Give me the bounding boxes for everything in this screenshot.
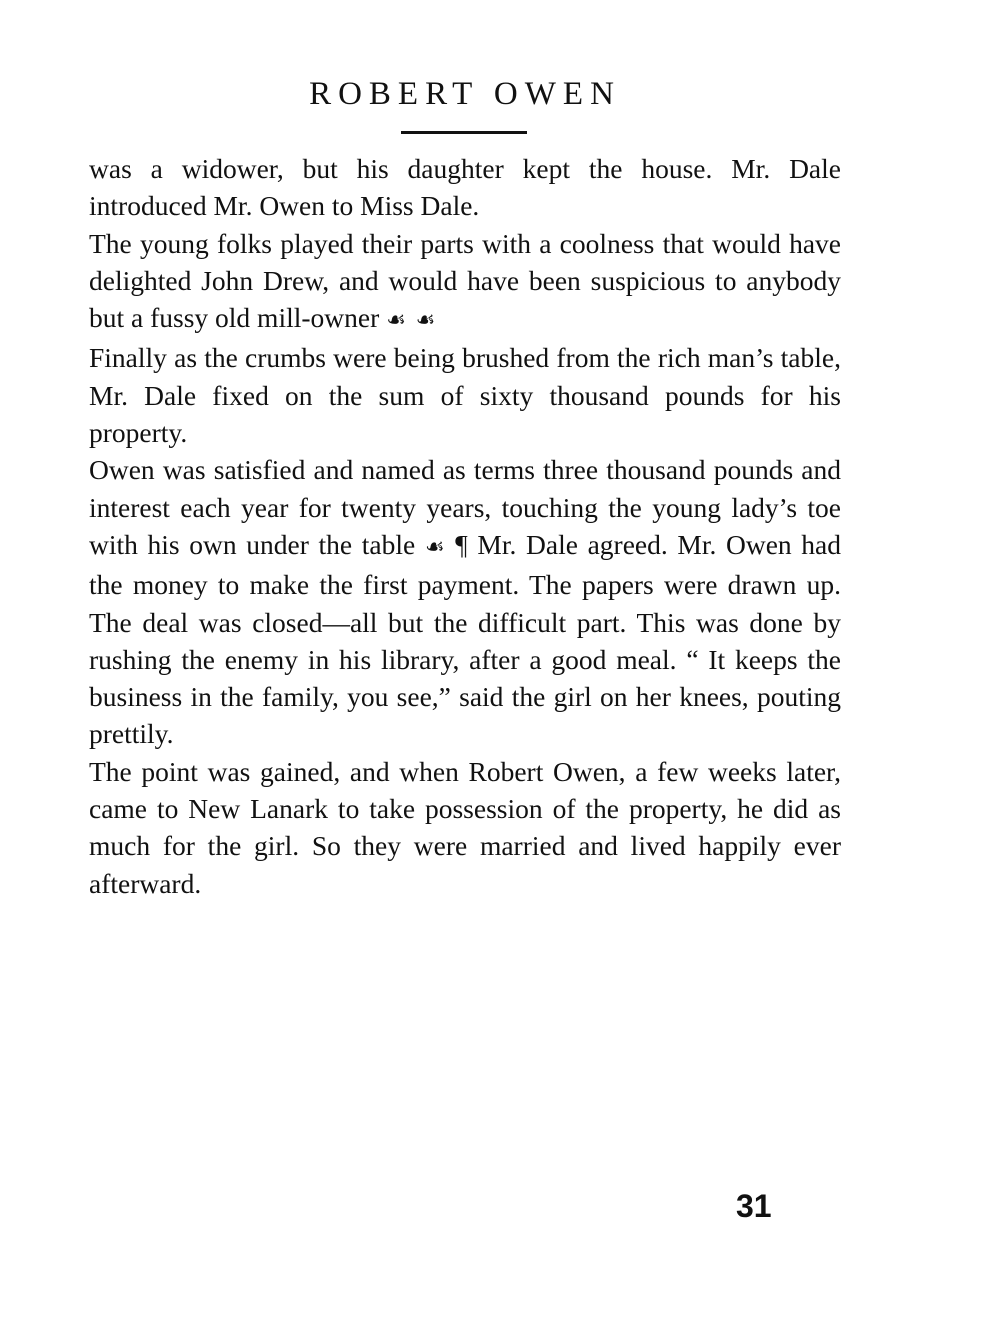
- paragraph-2-text: The young folks played their parts with a coolness that would have delighted John Drew, and would have been suspicious to anybody but a fussy old mill-owner: [89, 227, 841, 334]
- page-number: 31: [736, 1188, 772, 1224]
- paragraph-4-text: Owen was satisfied and named as terms three thousand pounds and interest each year for twenty years, touching the young lady’s toe with his own under the table: [89, 454, 841, 560]
- paragraph-2: [89, 225, 841, 340]
- paragraph-4-continuation: Mr. Dale agreed. Mr. Owen had the money to make the first payment. The papers were drawn up. The deal was closed—all but the difficult part. This was done by rushing the enemy in his library, after a good meal. “ It keeps the business in the family, you see,” said the girl on her knees, pouting prettily.: [89, 528, 842, 750]
- paragraph-4: [89, 451, 841, 752]
- running-title: ROBERT OWEN: [309, 76, 621, 112]
- paragraph-5: [89, 753, 841, 902]
- paragraph-1: [89, 150, 841, 225]
- paragraph-3-text: Finally as the crumbs were being brushed from the rich man’s table, Mr. Dale fixed on the sum of sixty thousand pounds for his property.: [89, 342, 841, 449]
- paragraph-1-text: was a widower, but his daughter kept the house. Mr. Dale introduced Mr. Owen to Miss Dale.: [89, 153, 841, 222]
- paragraph-3: [89, 339, 841, 451]
- fleuron-ornament-icon: ☙: [424, 534, 446, 560]
- fleuron-ornament-icon: ☙ ☙: [386, 308, 437, 334]
- body-text: [89, 150, 841, 902]
- pilcrow-icon: ¶: [455, 528, 468, 560]
- title-rule: [401, 131, 527, 134]
- paragraph-5-text: The point was gained, and when Robert Owen, a few weeks later, came to New Lanark to take possession of the property, he did as much for the girl. So they were married and lived happily ever afterward.: [89, 755, 841, 899]
